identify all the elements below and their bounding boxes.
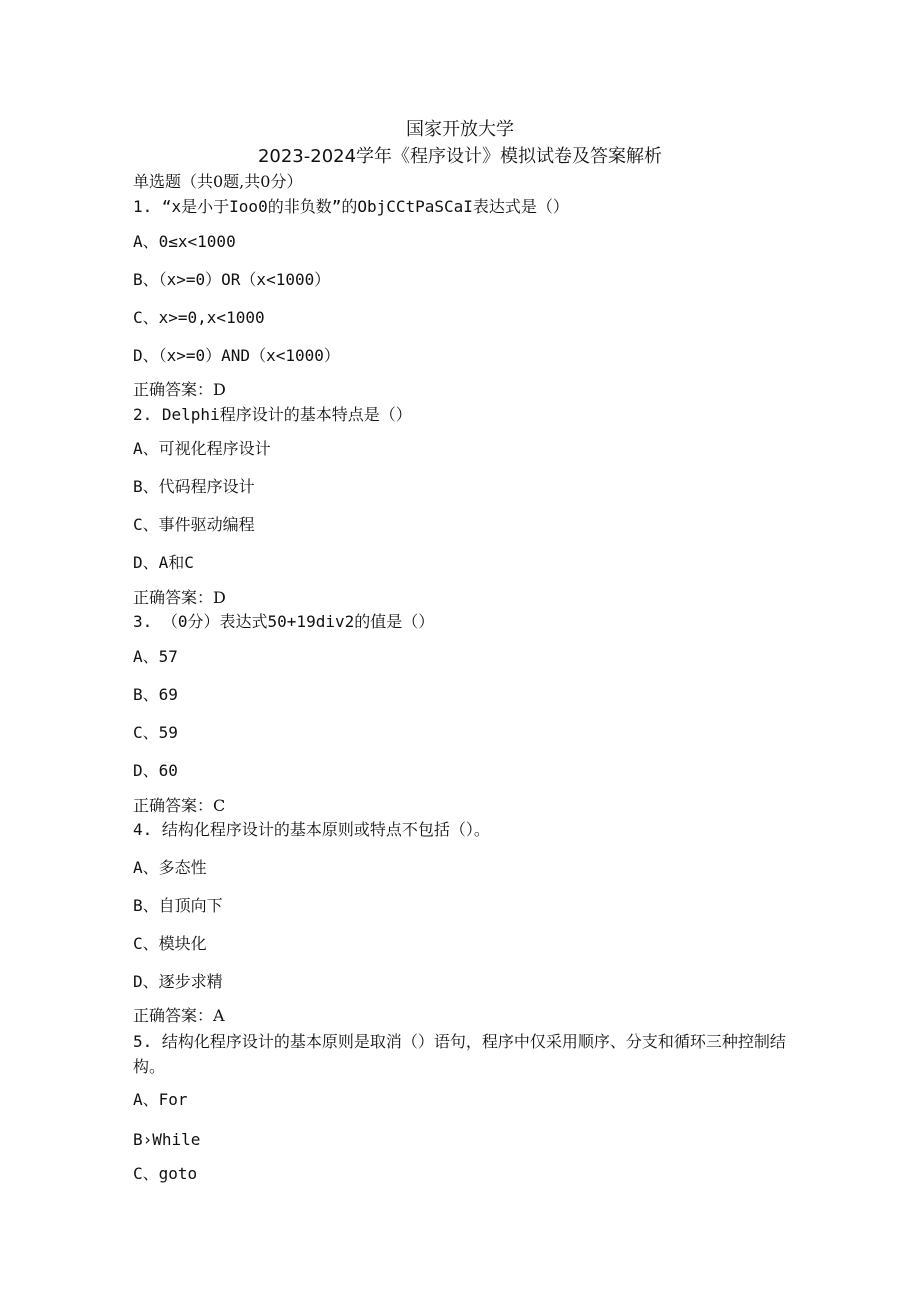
- section-heading: 单选题（共0题,共0分）: [133, 172, 303, 191]
- option-c: C、59: [133, 723, 178, 742]
- option-b: B、（x>=0）OR（x<1000）: [133, 270, 331, 289]
- option-b: B、自顶向下: [133, 896, 223, 915]
- option-a: A、0≤x<1000: [133, 232, 236, 251]
- option-c: C、x>=0,x<1000: [133, 308, 265, 327]
- correct-answer: 正确答案：A: [133, 1006, 225, 1025]
- option-d: D、A和C: [133, 553, 194, 572]
- option-d: D、60: [133, 761, 178, 780]
- question-stem: 3. （0分）表达式50+19div2的值是（）: [133, 612, 435, 631]
- correct-answer: 正确答案：D: [133, 588, 226, 607]
- option-a: A、For: [133, 1090, 188, 1109]
- correct-answer: 正确答案：D: [133, 380, 226, 399]
- question-stem: 4. 结构化程序设计的基本原则或特点不包括（）。: [133, 820, 490, 839]
- correct-answer: 正确答案：C: [133, 796, 226, 815]
- university-name: 国家开放大学: [406, 119, 514, 140]
- question-stem: 5. 结构化程序设计的基本原则是取消（）语句，程序中仅采用顺序、分支和循环三种控制结构。: [133, 1032, 786, 1076]
- option-b: B、代码程序设计: [133, 477, 255, 496]
- option-a: A、多态性: [133, 858, 207, 877]
- exam-title: 2023-2024学年《程序设计》模拟试卷及答案解析: [257, 146, 663, 167]
- option-b: B、69: [133, 685, 178, 704]
- option-d: D、（x>=0）AND（x<1000）: [133, 346, 340, 365]
- option-c: C、模块化: [133, 934, 207, 953]
- option-a: A、57: [133, 647, 178, 666]
- option-c: C、事件驱动编程: [133, 515, 255, 534]
- question-stem: 2. Delphi程序设计的基本特点是（）: [133, 405, 412, 424]
- option-a: A、可视化程序设计: [133, 439, 271, 458]
- question-stem: 1. “x是小于Ioo0的非负数”的ObjCCtPaSCaI表达式是（）: [133, 197, 569, 216]
- option-b: B›While: [133, 1130, 201, 1149]
- option-d: D、逐步求精: [133, 972, 223, 991]
- option-c: C、goto: [133, 1164, 198, 1183]
